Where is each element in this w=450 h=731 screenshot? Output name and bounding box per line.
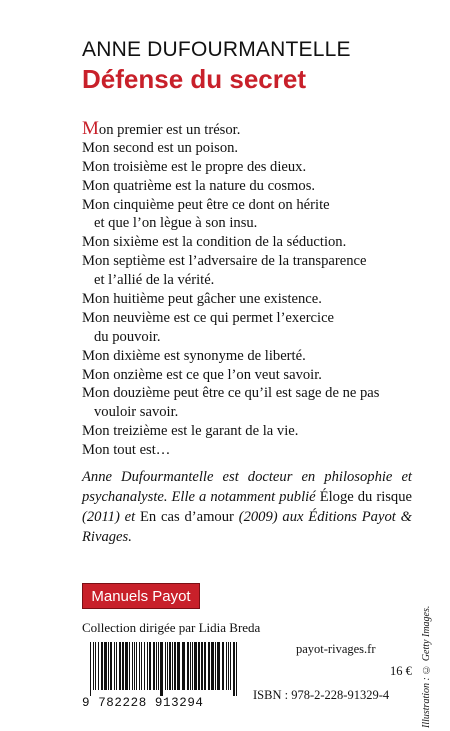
poem-line: Mon dixième est synonyme de liberté. — [82, 347, 306, 364]
author-bio — [82, 467, 412, 547]
collection-director: Collection dirigée par Lidia Breda — [82, 620, 261, 635]
barcode-bar — [187, 642, 189, 690]
bio-book-title-2: En cas d’amour — [139, 509, 234, 525]
poem-line: Mon treizième est le garant de la vie. — [82, 423, 299, 440]
poem-line: Mon troisième est le propre des dieux. — [82, 158, 307, 175]
barcode-bar — [116, 642, 117, 690]
poem-line: Mon douzième peut être ce qu’il est sage de ne pas — [82, 385, 380, 402]
barcode-bar — [153, 642, 155, 690]
illustration-credit: Illustration : © Getty Images. — [421, 605, 432, 728]
barcode-bar — [141, 642, 142, 690]
barcode-bar — [122, 642, 124, 690]
poem-line: Mon sixième est la condition de la séduction. — [82, 234, 347, 251]
barcode-bar — [201, 642, 203, 690]
price: 16 € — [390, 664, 412, 678]
poem-line: Mon huitième peut gâcher une existence. — [82, 291, 322, 308]
barcode-bar — [144, 642, 145, 690]
poem-line: Mon septième est l’adversaire de la transparence — [82, 253, 367, 270]
barcode-bar — [198, 642, 200, 690]
poem-line: vouloir savoir. — [94, 404, 179, 421]
barcode-digits: 9 782228 913294 — [82, 696, 204, 710]
barcode-bar — [156, 642, 157, 690]
poem-line: Mon cinquième peut être ce dont on hérite — [82, 196, 330, 213]
poem-line: et l’allié de la vérité. — [94, 272, 215, 289]
barcode-bar — [190, 642, 191, 690]
poem-line: Mon tout est… — [82, 442, 171, 459]
poem-line-first-rest: on premier est un trésor. — [98, 122, 241, 138]
barcode-bar — [211, 642, 214, 690]
isbn: ISBN : 978-2-228-91329-4 — [253, 688, 390, 702]
barcode-bar — [215, 642, 216, 690]
barcode-bar — [95, 642, 96, 690]
poem-line: Mon second est un poison. — [82, 139, 239, 156]
barcode-bar — [228, 642, 229, 690]
bio-book-title-1: Éloge du risque — [319, 489, 412, 505]
poem-line: Mon quatrième est la nature du cosmos. — [82, 177, 316, 194]
barcode-bar — [108, 642, 109, 690]
barcode-bar — [98, 642, 99, 690]
barcode-bar — [119, 642, 121, 690]
barcode-bar — [226, 642, 227, 690]
barcode-bar — [134, 642, 135, 690]
dropcap-letter: M — [82, 118, 99, 139]
barcode-bar — [204, 642, 206, 690]
barcode-bar — [177, 642, 180, 690]
barcode-bar — [167, 642, 168, 690]
barcode-bar — [174, 642, 176, 690]
poem-text — [82, 120, 412, 460]
barcode-bar — [139, 642, 140, 690]
poem-line: du pouvoir. — [94, 328, 161, 345]
barcode-bar — [230, 642, 231, 690]
poem-line: Mon neuvième est ce qui permet l’exercice — [82, 309, 335, 326]
barcode-bars — [82, 640, 244, 696]
barcode-bar — [182, 642, 185, 690]
barcode-bar — [169, 642, 171, 690]
barcode-bar — [149, 642, 151, 690]
barcode-bar — [194, 642, 197, 690]
poem-line: et que l’on lègue à son insu. — [94, 215, 258, 232]
barcode-bar — [114, 642, 115, 690]
barcode-bar — [160, 642, 163, 696]
barcode-bar — [233, 642, 235, 696]
barcode-bar — [129, 642, 130, 690]
poem-line-first — [82, 120, 412, 139]
barcode-bar — [104, 642, 107, 690]
barcode-bar — [147, 642, 148, 690]
barcode-bar — [101, 642, 103, 690]
barcode-bar — [136, 642, 137, 690]
barcode-bar — [208, 642, 210, 690]
collection-badge: Manuels Payot — [82, 583, 200, 609]
barcode-bar — [222, 642, 224, 690]
book-title: Défense du secret — [82, 64, 306, 94]
barcode-bar — [236, 642, 237, 696]
barcode-bar — [192, 642, 193, 690]
barcode-bar — [132, 642, 133, 690]
poem-line: Mon onzième est ce que l’on veut savoir. — [82, 366, 322, 383]
barcode-bar — [125, 642, 128, 690]
barcode-bar — [90, 642, 91, 696]
bio-part-3: (2009) aux Éditions Payot & Rivages. — [82, 509, 412, 545]
barcode-bar — [172, 642, 173, 690]
bio-part-2: (2011) et — [82, 509, 136, 525]
barcode-bar — [165, 642, 166, 690]
bio-part-1: Anne Dufourmantelle est docteur en philosophie et psychanalyste. Elle a notamment publié — [82, 469, 412, 505]
barcode-bar — [217, 642, 220, 690]
publisher-website: payot-rivages.fr — [296, 642, 376, 656]
barcode — [82, 640, 244, 710]
barcode-bar — [158, 642, 159, 690]
author-name: ANNE DUFOURMANTELLE — [82, 38, 351, 61]
barcode-bar — [110, 642, 112, 690]
barcode-bar — [93, 642, 94, 690]
